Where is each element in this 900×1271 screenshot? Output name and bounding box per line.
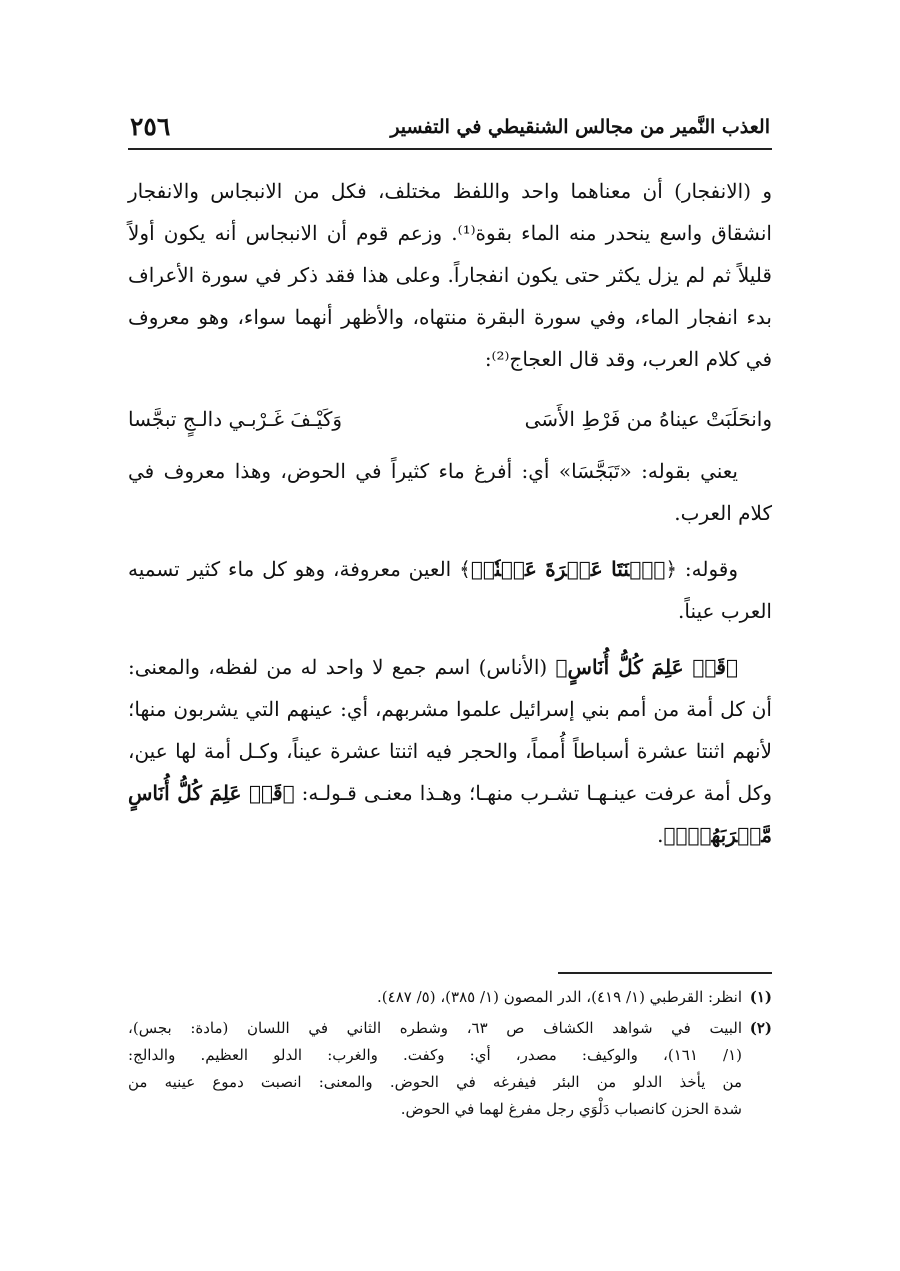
footnote-line: من يأخذ الدلو من البئر فيفرغه في الحوض. والمعنى: انصبت دموع عينيه من — [128, 1073, 742, 1091]
verse-first-hemistich: وانحَلَبَتْ عيناهُ من فَرْطِ الأَسَى — [524, 407, 772, 431]
poetry-verse — [128, 398, 772, 440]
footnote-line: (١/ ١٦١)، والوكيف: مصدر، أي: وكفت. والغرب: الدلو العظيم. والدالج: — [128, 1046, 743, 1064]
paragraph-3-suffix: ﴾ العين معروفة، وهو كل ماء كثير تسميه العرب عيناً. — [128, 557, 772, 623]
quran-bracket-open: ﴿ — [725, 655, 738, 679]
quran-quote: ﴿قَدۡ عَلِمَ كُلُّ أُنَاسٍ مَّشۡرَبَهُمۡۖ﴾ — [128, 781, 772, 847]
paragraph-4-end: . — [657, 823, 664, 847]
paragraph-1: و (الانفجار) أن معناهما واحد واللفظ مختلف، فكل من الانبجاس والانفجار انشقاق واسع ينحدر منه الماء بقوة⁽¹⁾. وزعم قوم أن الانبجاس أنه يكون أولاً قليلاً ثم لم يزل يكثر حتى يكون انفجاراً. وعلى هذا فقد ذكر في سورة الأعراف بدء انفجار الماء، وفي سورة البقرة منتهاه، والأظهر أنهما سواء، وهو معروف في كلام العرب، وقد قال العجاج⁽²⁾: — [128, 179, 772, 371]
book-page — [128, 0, 772, 1271]
running-header — [128, 112, 772, 148]
footnote — [128, 1015, 772, 1123]
page-number: ٢٥٦ — [130, 112, 171, 141]
quran-quote: قَدۡ عَلِمَ كُلُّ أُنَاسٍ — [567, 655, 726, 679]
paragraph-4-text: (الأناس) اسم جمع لا واحد له من لفظه، والمعنى: أن كل أمة من أمم بني إسرائيل علموا مشربهم، أي: عينهم التي يشربون منها؛ لأنهم اثنتا عشرة أسباطاً أُمماً، والحجر فيه اثنتا عشرة عيناً، وكـل أمة لها عين، وكل أمة عرفت عينـهـا تشـرب منهـا؛ وهـذا معنـى قـولـه: — [128, 655, 772, 805]
footnote-number: (٢) — [749, 1019, 772, 1037]
paragraph-3-prefix: وقوله: ﴿ — [665, 557, 739, 581]
paragraph-4 — [128, 646, 772, 856]
main-text — [128, 170, 772, 856]
running-title: العذب النَّمير من مجالس الشنقيطي في التفسير — [390, 116, 770, 138]
footnote — [128, 984, 772, 1011]
footnotes — [128, 984, 772, 1127]
footnote-line: البيت في شواهد الكشاف ص ٦٣، وشطره الثاني في اللسان (مادة: بجس)، — [128, 1019, 742, 1037]
footnote-number: (١) — [749, 988, 772, 1006]
paragraph-3 — [128, 548, 772, 632]
footnote-line: انظر: القرطبي (١/ ٤١٩)، الدر المصون (١/ ٣٨٥)، (٥/ ٤٨٧). — [377, 988, 742, 1006]
header-rule — [128, 148, 772, 150]
quran-quote: ٱثۡنَتَا عَشۡرَةَ عَيۡنٗاۖ — [470, 557, 666, 581]
footnote-rule — [558, 972, 772, 974]
quran-bracket-close: ﴾ — [555, 655, 568, 679]
verse-second-hemistich: وَكَيْـفَ غَـرْبـي دالـجٍ تبجَّسا — [128, 407, 343, 431]
footnote-line: شدة الحزن كانصباب دَلْوَي رجل مفرغ لهما في الحوض. — [400, 1100, 742, 1118]
paragraph-2: يعني بقوله: «تَبَجَّسَا» أي: أفرغ ماء كثيراً في الحوض، وهذا معروف في كلام العرب. — [128, 459, 772, 525]
